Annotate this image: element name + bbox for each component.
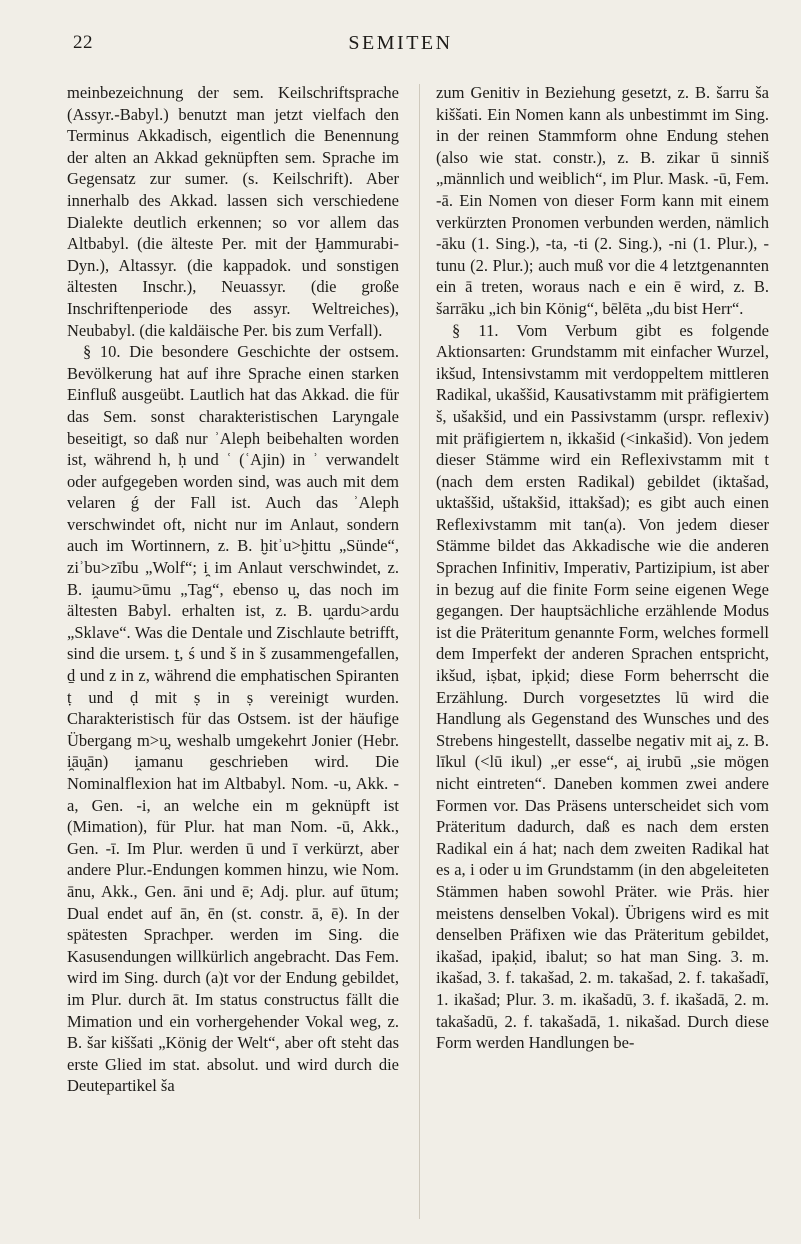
right-paragraph-1: zum Genitiv in Beziehung gesetzt, z. B. šarru ša kiššati. Ein Nomen kann als unbestimmt im Sing. in der reinen Stammform ohne Endung stehen (also wie stat. constr.), z. B. zikar ū sinniš „männlich und weiblich“, im Plur. Mask. -ū, Fem. -ā. Ein Nomen von dieser Form kann mit einem verkürzten Pronomen verbunden werden, nämlich -āku (1. Sing.), -ta, -ti (2. Sing.), -ni (1. Plur.), -tunu (2. Plur.); auch muß vor die 4 letztgenannten ein ā treten, woraus nach e ein ē wird, z. B. šarrāku „ich bin König“, bēlēta „du bist Herr“. [436,83,769,318]
left-paragraph-1: meinbezeichnung der sem. Keilschriftsprache (Assyr.-Babyl.) benutzt man jetzt vielfach den Terminus Akkadisch, eigentlich die Benennung der alten an Akkad geknüpften sem. Sprache im Gegensatz zur sumer. (s. Keilschrift). Aber innerhalb des Akkad. lassen sich verschiedene Dialekte deutlich erkennen; so vor allem das Altbabyl. (die älteste Per. mit der Ḫammurabi-Dyn.), Altassyr. (die kappadok. und sonstigen ältesten Inschr.), Neuassyr. (die große Inschriftenperiode des assyr. Weltreiches), Neubabyl. (die kaldäische Per. bis zum Verfall). [67,83,399,340]
right-column [436,82,769,1054]
page-number: 22 [73,32,93,53]
column-divider [419,84,420,1219]
right-paragraph-2: § 11. Vom Verbum gibt es folgende Aktionsarten: Grundstamm mit einfacher Wurzel, ikšud, Intensivstamm mit verdoppeltem mittleren Radikal, ukaššid, Kausativstamm mit präfigiertem š, ušakšid, und ein Passivstamm (urspr. reflexiv) mit präfigiertem n, ikkašid (<inkašid). Von jedem dieser Stämme wird ein Reflexivstamm mit t (nach dem ersten Radikal) gebildet (iktašad, uktaššid, uštakšid, ittakšad); es gibt auch einen Reflexivstamm mit tan(a). Von jedem dieser Stämme bildet das Akkadische wie die anderen Sprachen Infinitiv, Imperativ, Partizipium, ist aber in bezug auf die finite Form seine eigenen Wege gegangen. Der hauptsächliche erzählende Modus ist die Präteritum genannte Form, welches formell dem Imperfekt der anderen Sprachen entspricht, ikšud, iṣbat, ipḳid; diese Form beherrscht die Erzählung. Durch vorgesetztes lū wird die Handlung als Gegenstand des Wunsches und des Strebens hingestellt, dasselbe negativ mit ai̯, z. B. līkul (<lū ikul) „er esse“, ai̯ irubū „sie mögen nicht eintreten“. Daneben kommen zwei andere Formen vor. Das Präsens unterscheidet sich vom Präteritum dadurch, daß es nach dem ersten Radikal ein á hat; nach dem zweiten Radikal hat es a, i oder u im Grundstamm (in den abgeleiteten Stämmen haben sowohl Präter. wie Präs. hier meistens denselben Vokal). Übrigens wird es mit denselben Präfixen wie das Präteritum gebildet, ikašad, ipaḳid, ibalut; so hat man Sing. 3. m. ikašad, 3. f. takašad, 2. m. takašad, 2. f. takašadī, 1. ikašad; Plur. 3. m. ikašadū, 3. f. ikašadā, 2. m. takašadū, 2. f. takašadā, 1. nikašad. Durch diese Form werden Handlungen be- [436,320,769,1053]
running-head: SEMITEN [348,32,453,54]
left-paragraph-2: § 10. Die besondere Geschichte der ostsem. Bevölkerung hat auf ihre Sprache einen starken Einfluß ausgeübt. Lautlich hat das Akkad. die für das Sem. sonst charakteristischen Laryngale beseitigt, so daß nur ʾAleph beibehalten worden ist, während h, ḥ und ʿ (ʿAjin) in ʾ verwandelt oder aufgegeben worden sind, was auch mit dem velaren ǵ der Fall ist. Auch das ʾAleph verschwindet oft, nicht nur im Anlaut, sondern auch im Wortinnern, z. B. ḫitʾu>ḫittu „Sünde“, ziʾbu>zību „Wolf“; i̯ im Anlaut verschwindet, z. B. i̯aumu>ūmu „Tag“, ebenso u̯, das noch im ältesten Babyl. erhalten ist, z. B. u̯ardu>ardu „Sklave“. Was die Dentale und Zischlaute betrifft, sind die ursem. ṯ, ś und š in š zusammengefallen, ḏ und z in z, während die emphatischen Spiranten ṭ und ḍ mit ṣ in ṣ vereinigt wurden. Charakteristisch für das Ostsem. ist der häufige Übergang m>u̯, weshalb umgekehrt Jonier (Hebr. i̯āu̯ān) i̯amanu geschrieben wird. Die Nominalflexion hat im Altbabyl. Nom. -u, Akk. -a, Gen. -i, an welche ein m geknüpft ist (Mimation), für Plur. hat man Nom. -ū, Akk., Gen. -ī. Im Plur. werden ū und ī verkürzt, aber andere Plur.-Endungen kommen hinzu, wie Nom. ānu, Akk., Gen. āni und ē; Adj. plur. auf ūtum; Dual endet auf ān, ēn (st. constr. ā, ē). In der spätesten Sprachper. werden im Sing. die Kasusendungen willkürlich angebracht. Das Fem. wird im Sing. durch (a)t vor der Endung gebildet, im Plur. durch āt. Im status constructus fällt die Mimation und ein vorhergehender Vokal weg, z. B. šar kiššati „König der Welt“, aber oft steht das erste Glied im stat. absolut. und wird durch die Deutepartikel ša [67,342,399,1096]
left-column [67,82,399,1097]
